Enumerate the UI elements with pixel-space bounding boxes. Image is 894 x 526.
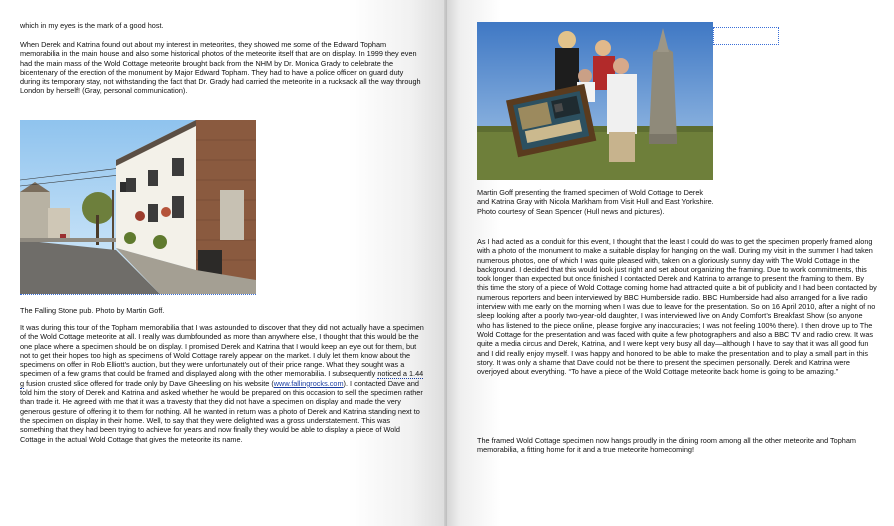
fallingrocks-link[interactable]: www.fallingrocks.com xyxy=(273,378,344,388)
right-page xyxy=(447,0,894,526)
paragraph-intro: When Derek and Katrina found out about my interest in meteorites, they showed me some of the Edward Topham memorabilia in the main house and also some historical photos of the meteorite itself that are on display. In 1999 they even had the main mass of the Wold Cottage meteorite brought back from the NHM by Dr. Monica Grady to celebrate the bicentenary of the erection of the monument by Major Edward Topham. They had to have a police officer on guard duty during its temporary stay, not withstanding the fact that Dr. Grady had carried the meteorite in a rucksack all the way through London by herself! (Gray, personal communication). xyxy=(20,40,421,96)
presentation-photo xyxy=(477,22,713,180)
highlighted-text: noticed a 1.44 g xyxy=(20,369,424,388)
paragraph-event: As I had acted as a conduit for this event, I thought that the least I could do was to get the specimen properly framed along with a photo of the monument to make a suitable display for hanging on the wall. During my visit in the summer I had taken numerous photos, one of which I was quite pleased with, taken on a gloriously sunny day with The Wold Cottage in the background. I decided that this would look just right and set about organizing the framing. Due to work commitments, this took longer than expected but once finished I contacted Derek and Katrina to arrange to present the framing to them. By this time the story of a piece of Wold Cottage coming home had attracted quite a bit of publicity and I had been contacted by numerous reporters and been interviewed by BBC Humberside radio. BBC Humberside had also arranged for a live radio interview with me early on the morning when I was due to leave for the presentation. So on 16 April 2010, after a night of no sleep looking after a poorly two-year-old daughter, I was interviewed live on Andy Comfort’s Breakfast Show (so anyone who has listened to the piece online, please forgive any inaccuracies; I was not feeling 100% there). I then drove up to The Wold Cottage for the presentation and was faced with quite a few photographers and also a BBC TV and radio crew. It was quite a media circus and Derek, Katrina, and I were kept very busy all day—although I have to say that it was all good fun and I did really enjoy myself. I was happy and honored to be able to make the presentation and to play a small part in this story. It was only a shame that Dave could not be there to present the specimen personally. Derek and Katrina were overjoyed about everything. “To have a piece of the Wold Cottage meteorite back home is going to be amazing.” xyxy=(477,237,877,377)
image-selection-outline-right xyxy=(713,27,779,45)
paragraph-main xyxy=(20,323,424,444)
paragraph-end: The framed Wold Cottage specimen now hangs proudly in the dining room among all the other meteorite and Topham memorabilia, a fitting home for it and a true meteorite homecoming! xyxy=(477,436,856,455)
paragraph-main-part-a: It was during this tour of the Topham memorabilia that I was astounded to discover that they did not actually have a specimen of the Wold Cottage meteorite at all. I really was dumbfounded as more than anywhere else, I thought that this would be the one place where a specimen should be on display. I promised Derek and Katrina that I would keep an eye out for them, but not to get their hopes too high as specimens of Wold Cottage rarely appear on the market. I duly let them know about the specimens on offer in Rob Elliott’s auction, but they were unfortunately out of their price range. What they sought was a specimen of a few grams that could be framed and displayed along with the other memorabilia. I subsequently xyxy=(20,323,424,379)
image-selection-outline xyxy=(20,118,256,295)
left-photo-caption: The Falling Stone pub. Photo by Martin Goff. xyxy=(20,306,165,315)
right-photo-caption: Martin Goff presenting the framed specimen of Wold Cottage to Derek and Katrina Gray with Nicola Markham from Visit Hull and East Yorkshire. Photo courtesy of Sean Spencer (Hull news and pictures). xyxy=(477,188,714,216)
paragraph-main-part-c: ). I contacted Dave and told him the story of Derek and Katrina and asked whether he would be prepared on this occasion to sell the specimen rather than trade it. He agreed with me that it was a travesty that they did not have a specimen on display and made the very generous gesture of offering it to them for nothing. All he wanted in return was a photo of Derek and Katrina standing next to the specimen on display in their home. Well, to say that they were delighted was a gross understatement. This was something that they had been trying to achieve for years and now finally they would be able to display a piece of Wold Cottage in the actual Wold Cottage that gives the meteorite its name. xyxy=(20,378,423,444)
paragraph-main-part-b: fusion crusted slice offered for trade only by Dave Gheesling on his website ( xyxy=(24,378,274,388)
paragraph-top: which in my eyes is the mark of a good host. xyxy=(20,21,164,30)
